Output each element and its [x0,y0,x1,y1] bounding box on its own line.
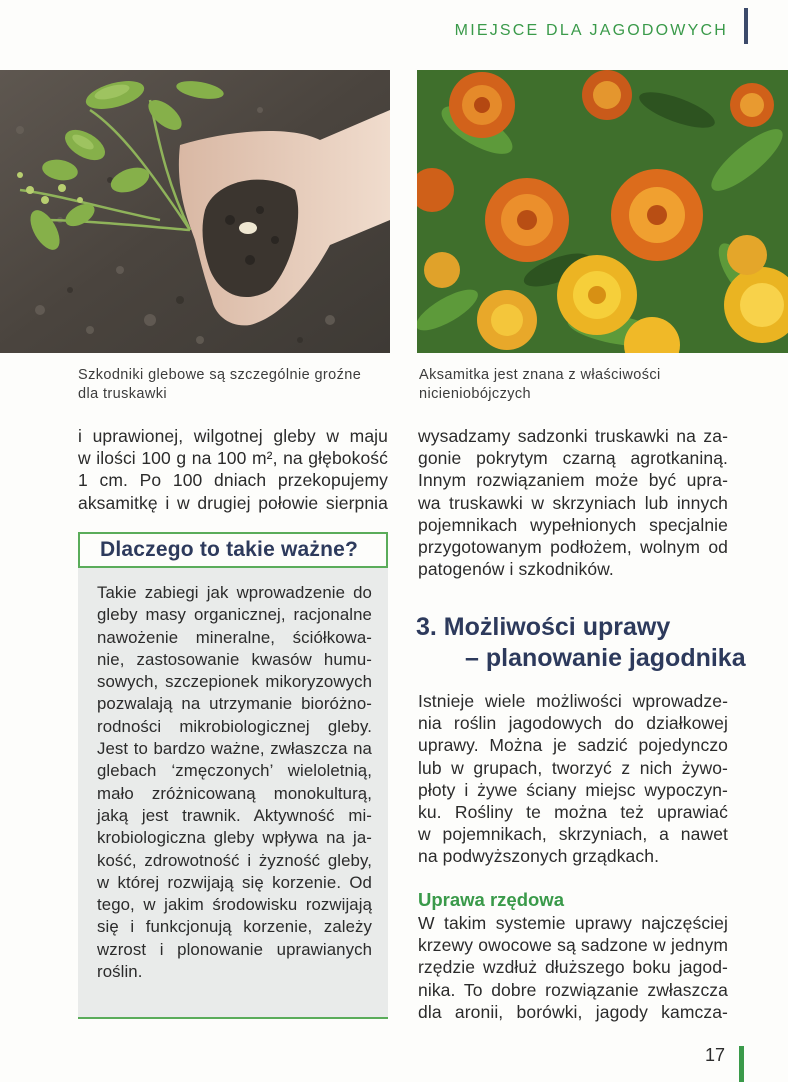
text-line: Jest to bardzo ważne, zwłaszcza na [97,739,372,759]
text-line: rzędzie wzdłuż dłuższego boku jagod- [418,957,728,978]
text-line: Takie zabiegi jak wprowadzenie do [97,583,372,602]
text-line: roślin. [97,962,143,982]
page-number: 17 [704,1045,725,1065]
subheading: Uprawa rzędowa [418,889,564,910]
text-line: krzewy owocowe są sadzone w jednym [418,935,728,956]
text-line: na podwyższonych grządkach. [418,846,660,867]
text-line: w ilości 100 g na 100 m², na głębokość [78,448,388,469]
text-line: uprawy. Można je sadzić pojedynczo [418,735,728,756]
text-line: rodności mikrobiologicznej gleby. [97,716,372,736]
text-line: przygotowanym podłożem, wolnym od [418,537,728,558]
text-line: nia roślin jagodowych do działkowej [418,713,728,734]
text-line: nie, zastosowanie kwasów humu- [97,649,372,669]
text-line: pojemnikach wypełnionych specjalnie [418,514,728,535]
left-photo-caption: Szkodniki glebowe są szczególnie groźne dla truskawki [78,367,362,402]
text-line: mało zróżnicowaną monokulturą, [97,783,372,803]
section-heading-continued: – planowanie jagodnika [465,644,746,672]
text-line: nawożenie mineralne, ściółkowa- [97,627,372,647]
text-line: tego, w jakim środowisku rozwijają [97,895,372,915]
text-line: dla aronii, borówki, jagody kamcza- [418,1001,728,1022]
text-line: Innym rozwiązaniem może być upra- [418,470,728,491]
text-line: wysadzamy sadzonki truskawki na za- [418,426,728,446]
right-column-mid-text [418,690,728,868]
text-line: pozwalają na utrzymanie bioróżno- [97,694,372,714]
text-line: jaką jest trawnik. Aktywność mi- [97,805,372,825]
header-accent-bar [744,8,748,44]
text-line: lub w grupach, tworzyć z nich żywo- [418,757,728,778]
text-line: w pojemnikach, skrzyniach, a nawet [418,824,728,845]
info-box-title: Dlaczego to takie ważne? [100,538,359,561]
right-column-top-text [418,425,728,580]
text-line: wa truskawki w skrzyniach lub innych [418,492,728,513]
text-line: W takim systemie uprawy najczęściej [418,913,728,933]
marigold-photo [417,70,788,353]
text-line: sowych, szczepionek mikoryzowych [97,672,372,692]
text-line: krobiologiczna gleby wpływa na ja- [97,828,372,848]
soil-pests-photo [0,70,390,353]
info-box-bottom-rule [78,1017,388,1019]
section-heading: 3. Możliwości uprawy [416,613,671,641]
text-line: patogenów i szkodników. [418,559,614,580]
text-line: gonie pokrytym czarną agrotkaniną. [418,448,728,469]
text-line: gleby masy organicznej, racjonalne [97,605,372,625]
text-line: płoty i żywe ściany miejsc wypoczyn- [418,779,728,800]
right-photo-caption: Aksamitka jest znana z właściwości nicieniobójczych [419,367,661,402]
info-box-text [97,582,372,983]
text-line: kość, zdrowotność i żyzność gleby, [97,850,372,870]
text-line: aksamitkę i w drugiej połowie sierpnia [78,492,388,513]
text-line: Istnieje wiele możliwości wprowadze- [418,691,728,711]
info-box-header [78,532,388,568]
text-line: ku. Rośliny te można też uprawiać [418,802,728,823]
running-title: MIEJSCE DLA JAGODOWYCH [454,22,728,39]
left-column-text [78,425,388,514]
right-column-bottom-text [418,912,728,1023]
text-line: 1 cm. Po 100 dniach przekopujemy [78,470,388,491]
text-line: i uprawionej, wilgotnej gleby w maju [78,426,388,446]
text-line: nika. To dobre rozwiązanie zwłaszcza [418,979,728,1000]
text-line: wzrost i plonowanie uprawianych [97,939,372,959]
page-number-accent-bar [739,1046,744,1082]
text-line: glebach ‘zmęczonych’ wieloletnią, [97,761,372,781]
text-line: się i funkcjonują korzenie, zależy [97,917,372,937]
text-line: w której rozwijają się korzenie. Od [97,872,372,892]
